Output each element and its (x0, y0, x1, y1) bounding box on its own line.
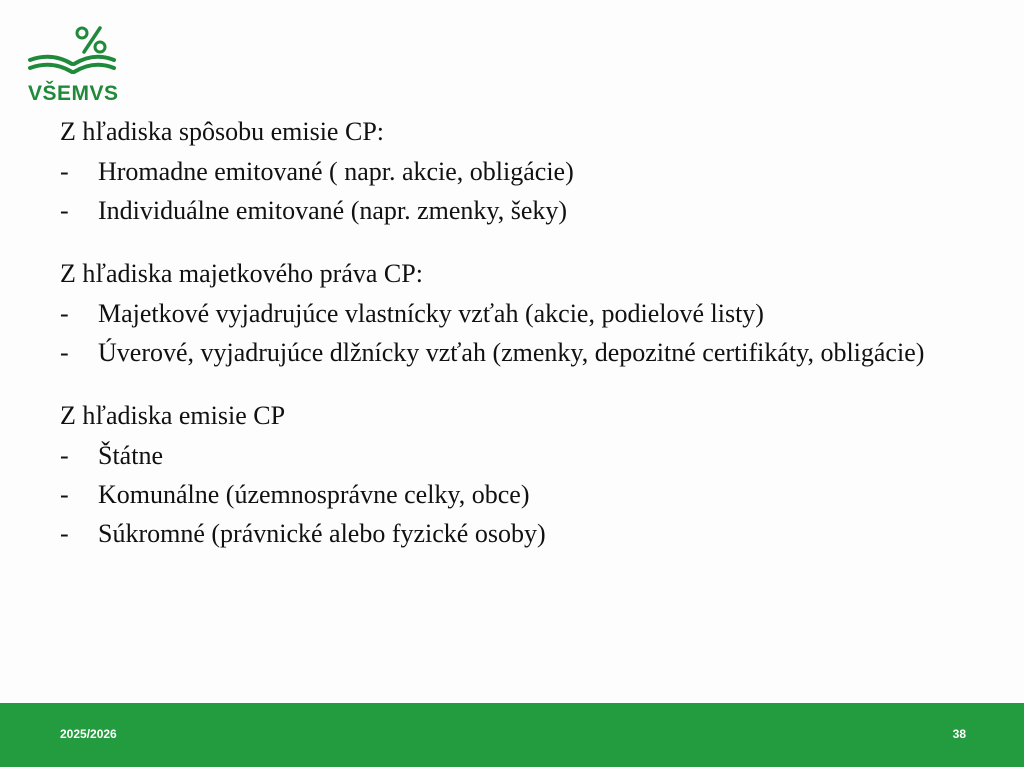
section-heading-2: Z hľadiska majetkového práva CP: (60, 259, 423, 288)
section-heading-3: Z hľadiska emisie CP (60, 401, 286, 430)
bullet-marker: - (60, 519, 69, 548)
bullet-marker: - (60, 338, 69, 367)
list-item (60, 155, 990, 188)
list-item (60, 194, 990, 227)
bullet-marker: - (60, 441, 69, 470)
slide-content (60, 115, 990, 550)
list-item (60, 517, 990, 550)
list-item-text: Hromadne emitované ( napr. akcie, obligácie) (98, 157, 574, 186)
section-heading-1: Z hľadiska spôsobu emisie CP: (60, 117, 384, 146)
list-item-text: Úverové, vyjadrujúce dlžnícky vzťah (zmenky, depozitné certifikáty, obligácie) (98, 338, 925, 367)
list-item-text: Komunálne (územnosprávne celky, obce) (98, 480, 530, 509)
footer-academic-year: 2025/2026 (60, 727, 117, 741)
bullet-marker: - (60, 299, 69, 328)
list-item-text: Individuálne emitované (napr. zmenky, šeky) (98, 196, 568, 225)
list-item-text: Štátne (98, 441, 163, 470)
logo-wordmark: VŠEMVS (28, 82, 119, 105)
bullet-marker: - (60, 480, 69, 509)
open-book-percent-icon (26, 22, 122, 84)
slide-number: 38 (952, 727, 966, 741)
list-item-text: Majetkové vyjadrujúce vlastnícky vzťah (akcie, podielové listy) (98, 299, 764, 328)
list-item (60, 439, 990, 472)
logo (26, 22, 122, 106)
slide-footer (0, 703, 1024, 767)
list-item (60, 336, 990, 369)
bullet-marker: - (60, 157, 69, 186)
list-item (60, 478, 990, 511)
list-item (60, 297, 990, 330)
bullet-marker: - (60, 196, 69, 225)
list-item-text: Súkromné (právnické alebo fyzické osoby) (98, 519, 546, 548)
